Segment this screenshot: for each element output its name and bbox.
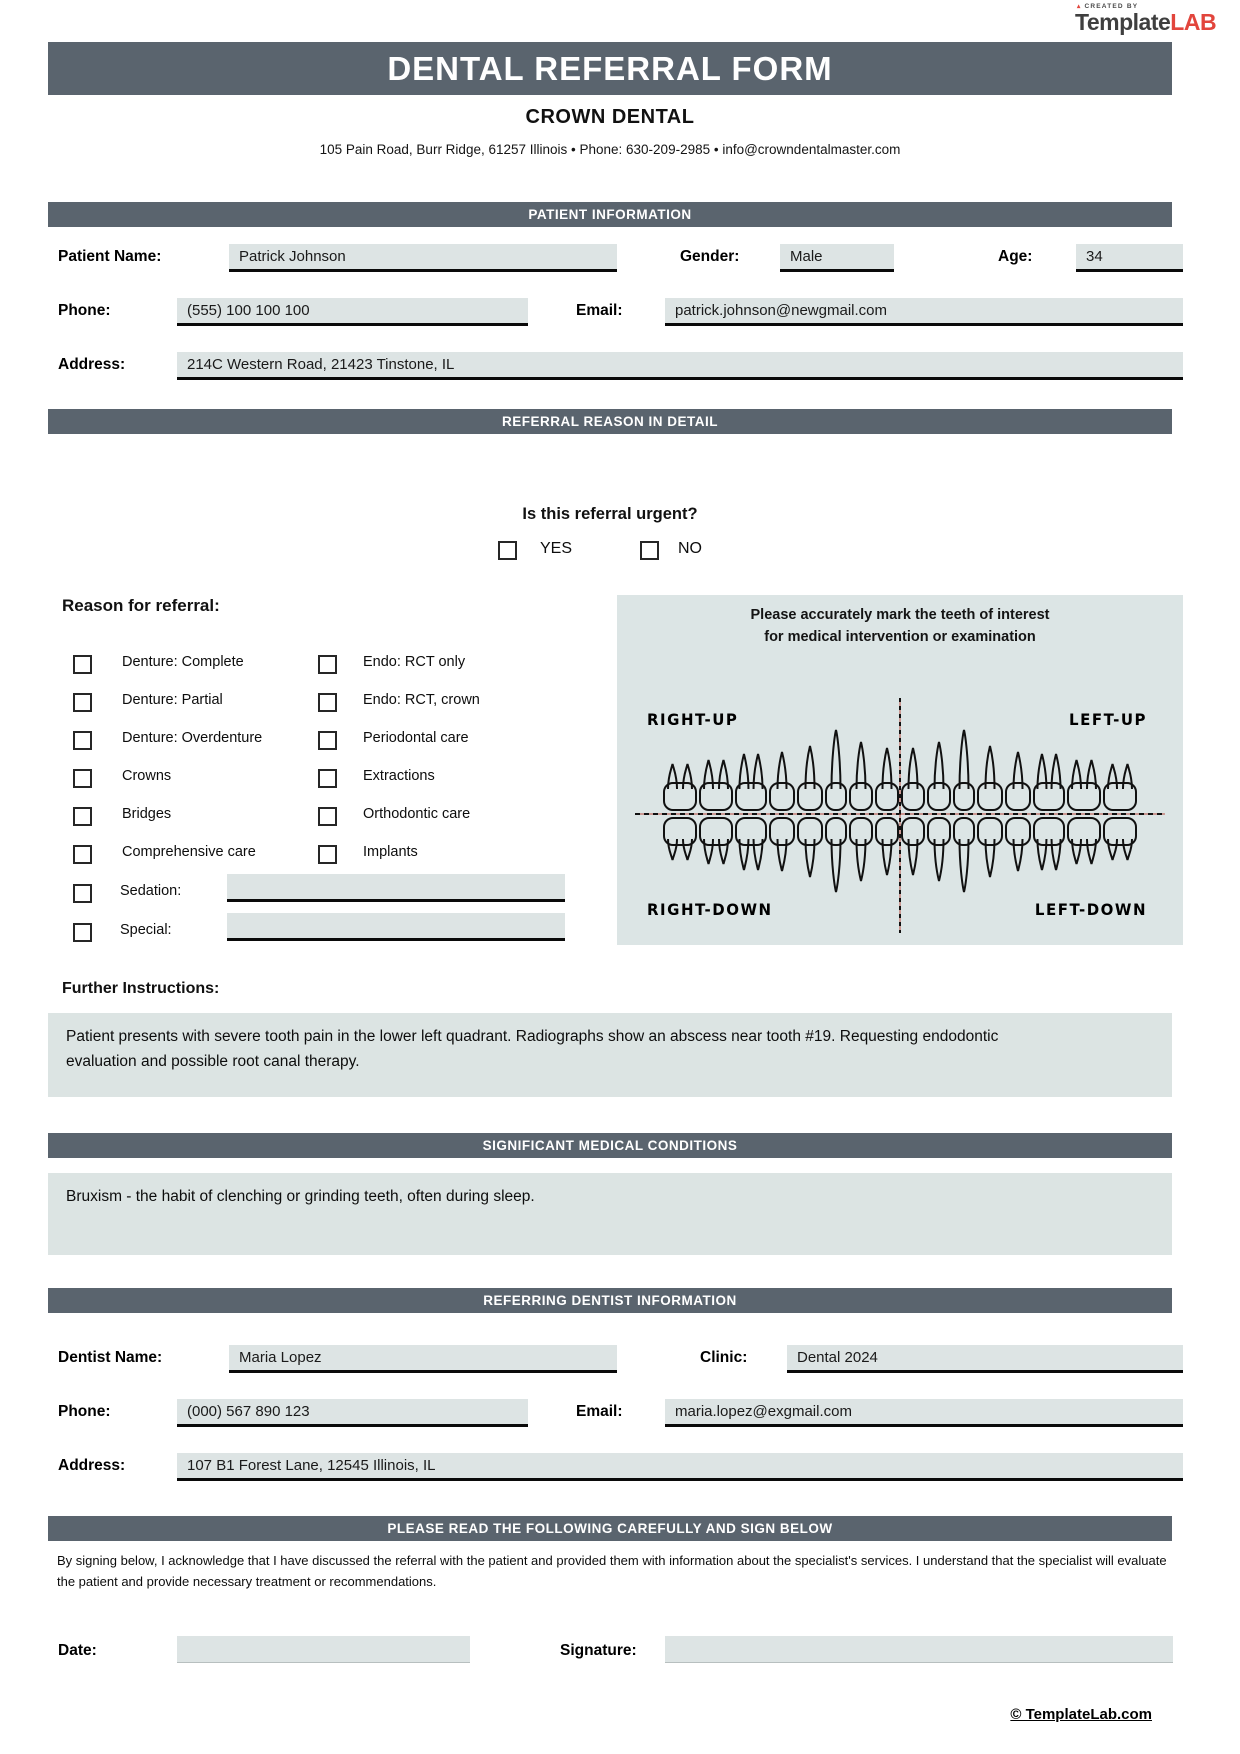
checkbox-implants[interactable] xyxy=(318,845,337,864)
date-label: Date: xyxy=(58,1642,97,1659)
signature-label: Signature: xyxy=(560,1642,637,1659)
medical-conditions-box[interactable] xyxy=(48,1173,1172,1255)
further-instructions-box[interactable] xyxy=(48,1013,1172,1097)
dentist-email-field[interactable]: maria.lopez@exgmail.com xyxy=(665,1399,1183,1427)
teeth-note-line2: for medical intervention or examination xyxy=(764,629,1036,645)
logo-created-by: ▴ CREATED BY xyxy=(1077,3,1139,10)
reason-label-endo-rct-crown: Endo: RCT, crown xyxy=(363,692,480,708)
patient-address-field[interactable]: 214C Western Road, 21423 Tinstone, IL xyxy=(177,352,1183,380)
clinic-name: CROWN DENTAL xyxy=(525,106,695,128)
dentist-email-label: Email: xyxy=(576,1403,623,1420)
medical-conditions-text: Bruxism - the habit of clenching or grinding teeth, often during sleep. xyxy=(66,1188,535,1205)
dentist-name-field[interactable]: Maria Lopez xyxy=(229,1345,617,1373)
sedation-field[interactable] xyxy=(227,874,565,902)
section-referral-reason: REFERRAL REASON IN DETAIL xyxy=(48,409,1172,434)
further-instructions-label: Further Instructions: xyxy=(62,980,220,997)
section-referring-dentist: REFERRING DENTIST INFORMATION xyxy=(48,1288,1172,1313)
checkbox-orthodontic-care[interactable] xyxy=(318,807,337,826)
quadrant-label-left-up: LEFT-UP xyxy=(1069,710,1147,730)
patient-phone-label: Phone: xyxy=(58,302,111,319)
reason-label-comprehensive-care: Comprehensive care xyxy=(122,844,256,860)
clinic-contact-line: 105 Pain Road, Burr Ridge, 61257 Illinois • Phone: 630-209-2985 • info@crowndentalmaster.com xyxy=(319,142,901,157)
patient-phone-field[interactable]: (555) 100 100 100 xyxy=(177,298,528,326)
reason-label-denture-complete: Denture: Complete xyxy=(122,654,244,670)
checkbox-crowns[interactable] xyxy=(73,769,92,788)
gender-field[interactable]: Male xyxy=(780,244,894,272)
urgent-yes-label: YES xyxy=(540,540,573,557)
acknowledgment-text: By signing below, I acknowledge that I have discussed the referral with the patient and provided them with information about the specialist's services. I understand that the specialist will evaluate the patient and provide necessary treatment or recommendations. xyxy=(57,1553,1167,1590)
logo-brand: TemplateLAB xyxy=(1075,8,1217,35)
checkbox-denture-overdenture[interactable] xyxy=(73,731,92,750)
patient-name-field[interactable]: Patrick Johnson xyxy=(229,244,617,272)
reason-label-denture-overdenture: Denture: Overdenture xyxy=(122,730,263,746)
reason-label-crowns: Crowns xyxy=(122,768,172,784)
checkbox-periodontal-care[interactable] xyxy=(318,731,337,750)
teeth-marking-panel xyxy=(617,595,1183,945)
dentist-address-label: Address: xyxy=(58,1457,126,1474)
further-instructions-text: Patient presents with severe tooth pain in the lower left quadrant. Radiographs show an abscess near tooth #19. Requesting endodontic evaluation and possible root canal therapy. xyxy=(66,1028,999,1070)
reason-label-endo-rct-only: Endo: RCT only xyxy=(363,654,466,670)
patient-email-field[interactable]: patrick.johnson@newgmail.com xyxy=(665,298,1183,326)
age-field[interactable]: 34 xyxy=(1076,244,1183,272)
checkbox-endo-rct-only[interactable] xyxy=(318,655,337,674)
reason-label-extractions: Extractions xyxy=(363,768,435,784)
dentist-phone-label: Phone: xyxy=(58,1403,111,1420)
teeth-note-line1: Please accurately mark the teeth of interest xyxy=(750,607,1050,623)
special-field[interactable] xyxy=(227,913,565,941)
clinic-field[interactable]: Dental 2024 xyxy=(787,1345,1183,1373)
reason-for-referral-heading: Reason for referral: xyxy=(62,596,220,615)
reason-label-denture-partial: Denture: Partial xyxy=(122,692,223,708)
date-field[interactable] xyxy=(177,1636,470,1663)
templatelab-logo xyxy=(1075,4,1225,34)
checkbox-bridges[interactable] xyxy=(73,807,92,826)
dentist-phone-field[interactable]: (000) 567 890 123 xyxy=(177,1399,528,1427)
section-medical-conditions: SIGNIFICANT MEDICAL CONDITIONS xyxy=(48,1133,1172,1158)
sedation-label: Sedation: xyxy=(120,883,182,899)
checkbox-extractions[interactable] xyxy=(318,769,337,788)
reason-label-implants: Implants xyxy=(363,844,418,860)
urgent-no-label: NO xyxy=(678,540,702,557)
checkbox-denture-complete[interactable] xyxy=(73,655,92,674)
patient-email-label: Email: xyxy=(576,302,623,319)
reason-label-bridges: Bridges xyxy=(122,806,172,822)
form-title: DENTAL REFERRAL FORM xyxy=(48,42,1172,95)
urgent-yes-checkbox[interactable] xyxy=(498,541,517,560)
teeth-diagram[interactable] xyxy=(617,595,1183,945)
dentist-name-label: Dentist Name: xyxy=(58,1349,163,1366)
checkbox-denture-partial[interactable] xyxy=(73,693,92,712)
checkbox-comprehensive-care[interactable] xyxy=(73,845,92,864)
section-patient-information: PATIENT INFORMATION xyxy=(48,202,1172,227)
urgent-no-checkbox[interactable] xyxy=(640,541,659,560)
section-sign-below: PLEASE READ THE FOLLOWING CAREFULLY AND SIGN BELOW xyxy=(48,1516,1172,1541)
patient-name-label: Patient Name: xyxy=(58,248,162,265)
templatelab-credit-link[interactable]: © TemplateLab.com xyxy=(1010,1706,1152,1723)
checkbox-special[interactable] xyxy=(73,923,92,942)
clinic-label: Clinic: xyxy=(700,1349,748,1366)
quadrant-label-left-down: LEFT-DOWN xyxy=(1034,900,1147,920)
age-label: Age: xyxy=(998,248,1033,265)
reason-label-orthodontic-care: Orthodontic care xyxy=(363,806,471,822)
urgent-question: Is this referral urgent? xyxy=(522,505,698,523)
patient-address-label: Address: xyxy=(58,356,126,373)
quadrant-label-right-up: RIGHT-UP xyxy=(647,710,739,730)
checkbox-sedation[interactable] xyxy=(73,884,92,903)
checkbox-endo-rct-crown[interactable] xyxy=(318,693,337,712)
dentist-address-field[interactable]: 107 B1 Forest Lane, 12545 Illinois, IL xyxy=(177,1453,1183,1481)
reason-label-periodontal-care: Periodontal care xyxy=(363,730,469,746)
logo-accent-icon: ▴ xyxy=(1077,3,1082,10)
quadrant-label-right-down: RIGHT-DOWN xyxy=(647,900,773,920)
gender-label: Gender: xyxy=(680,248,740,265)
special-label: Special: xyxy=(120,922,172,938)
signature-field[interactable] xyxy=(665,1636,1173,1663)
